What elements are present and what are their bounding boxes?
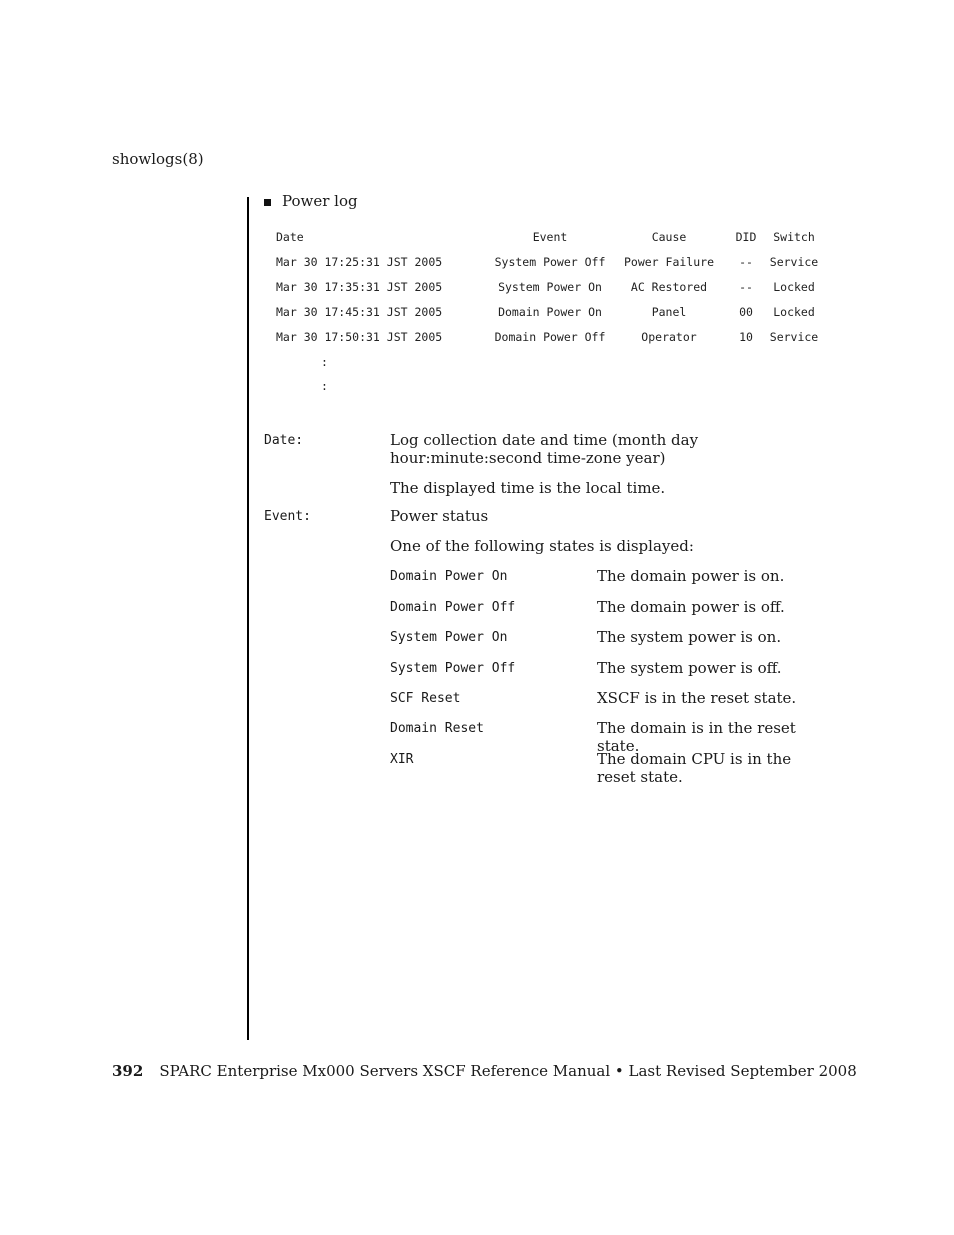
log-cell-cause: Panel [651, 305, 687, 319]
state-description: The domain power is off. [597, 598, 785, 616]
log-cell-date: Mar 30 17:45:31 JST 2005 [276, 305, 443, 319]
page-footer [112, 1062, 857, 1080]
log-cell-switch: Service [769, 255, 819, 269]
log-cell-switch: Locked [773, 305, 815, 319]
log-cell-cause: AC Restored [630, 280, 708, 294]
term-event: Event: [264, 509, 311, 524]
log-cell-event: Domain Power On [498, 305, 602, 319]
log-header-did: DID [735, 230, 757, 244]
section-heading: Power log [282, 192, 358, 210]
log-cell-date: Mar 30 17:50:31 JST 2005 [276, 330, 443, 344]
state-description: The system power is on. [597, 628, 782, 646]
log-header-cause: Cause [651, 230, 687, 244]
state-description: The system power is off. [597, 659, 782, 677]
state-name: SCF Reset [390, 691, 461, 706]
state-name: System Power Off [390, 661, 516, 676]
state-description: The domain CPU is in the reset state. [597, 750, 792, 786]
state-name: Domain Power Off [390, 600, 516, 615]
state-name: XIR [390, 752, 414, 767]
state-name: Domain Power On [390, 569, 508, 584]
log-cell-did: 00 [739, 305, 753, 319]
state-name: System Power On [390, 630, 508, 645]
log-cell-event: Domain Power Off [494, 330, 606, 344]
log-header-event: Event [532, 230, 568, 244]
date-description: Log collection date and time (month day hour:minute:second time-zone year) [390, 431, 699, 467]
term-date: Date: [264, 433, 304, 448]
state-name: Domain Reset [390, 721, 484, 736]
log-header-date: Date [276, 230, 304, 244]
change-bar [247, 197, 249, 1040]
log-cell-did: -- [739, 280, 753, 294]
state-description: The domain is in the reset state. [597, 719, 796, 755]
log-cell-cause: Operator [641, 330, 697, 344]
state-description: XSCF is in the reset state. [597, 689, 797, 707]
log-header-switch: Switch [773, 230, 815, 244]
event-states-intro: One of the following states is displayed: [390, 537, 694, 555]
log-cell-switch: Service [769, 330, 819, 344]
log-cell-switch: Locked [773, 280, 815, 294]
page-number: 392 [112, 1062, 144, 1080]
log-cell-event: System Power Off [494, 255, 606, 269]
footer-text: SPARC Enterprise Mx000 Servers XSCF Reference Manual • Last Revised September 2008 [159, 1062, 857, 1080]
log-cell-event: System Power On [498, 280, 602, 294]
log-cell-cause: Power Failure [623, 255, 714, 269]
log-cell-date: Mar 30 17:25:31 JST 2005 [276, 255, 443, 269]
square-bullet-icon [264, 199, 271, 206]
log-cell-date: Mar 30 17:35:31 JST 2005 [276, 280, 443, 294]
running-header: showlogs(8) [112, 150, 204, 168]
log-cell-did: 10 [739, 330, 753, 344]
log-ellipsis: : [321, 379, 328, 393]
log-ellipsis: : [321, 355, 328, 369]
event-description: Power status [390, 507, 489, 525]
date-local-time-note: The displayed time is the local time. [390, 479, 666, 497]
log-cell-did: -- [739, 255, 753, 269]
state-description: The domain power is on. [597, 567, 785, 585]
